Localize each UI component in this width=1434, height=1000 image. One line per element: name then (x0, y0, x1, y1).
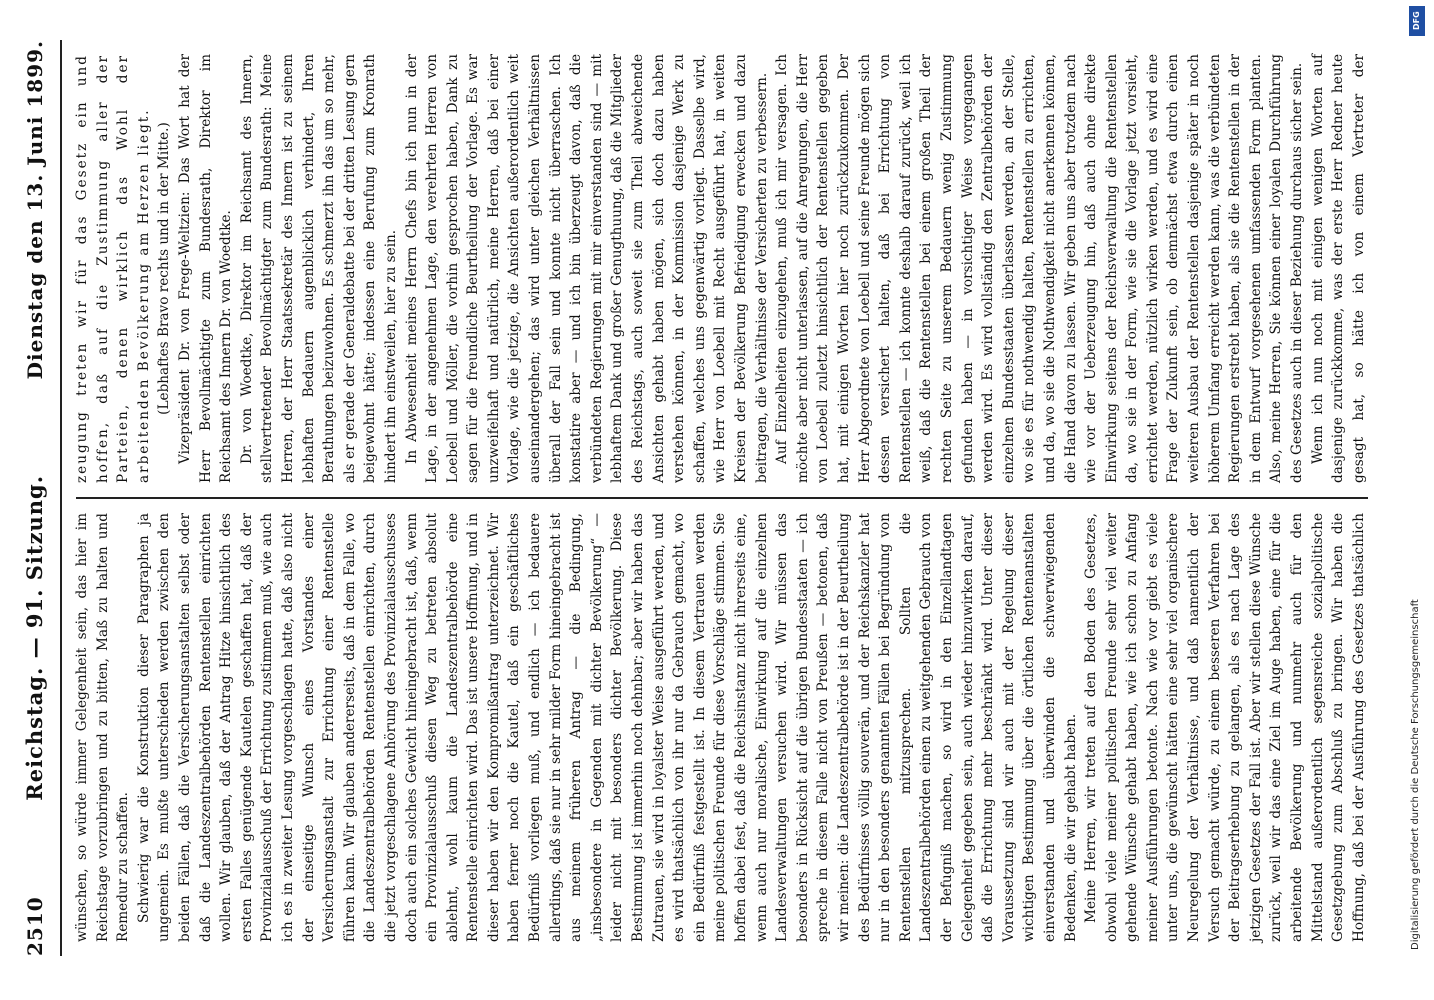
page-number: 2510 (23, 896, 47, 956)
watermark-text: Digitalisierung gefördert durch die Deutsche Forschungsgemeinschaft (1410, 599, 1421, 950)
page-header (22, 40, 62, 956)
applause-note: (Lebhaftes Bravo rechts und in der Mitte.) (156, 122, 173, 415)
paragraph: Meine Herren, wir treten auf den Boden des Gesetzes, obwohl viele meiner politischen Freunde sehr viel weiter gehende Wünsche gehabt haben, wie ich schon zu Anfang meiner Ausführungen betonte. Nach wie vor giebt es viele unter uns, die gewünscht hätten eine sehr viel organischere Neuregelung der Verhältnisse, und daß namentlich der Versuch gemacht würde, zu einem besseren Verfahren bei der Beitragserhebung zu gelangen, als es nach Lage des jetzigen Gesetzes der Fall ist. Aber wir stellen diese Wünsche zurück, weil wir das eine Ziel im Auge haben, eine für die arbeitende Bevölkerung und nunmehr auch für den Mittelstand außerordentlich segensreiche sozialpolitische Gesetzgebung zum Abschluß zu bringen. Wir haben die Hoffnung, daß bei der Ausführung des Gesetzes thatsächlich (1083, 513, 1367, 942)
dfg-watermark (1404, 0, 1432, 1000)
right-column (72, 40, 1372, 497)
session-date: Dienstag den 13. Juni 1899. (23, 40, 47, 380)
paragraph: Schwierig war die Konstruktion dieser Paragraphen ja ungemein. Es mußte unterschieden werden zwischen den beiden Fällen, daß die Versicherungsanstalten selbst oder daß die Landeszentralbehörden Rentenstellen einrichten wollen. Wir glauben, daß der Antrag Hitze hinsichtlich des ersten Falles genügende Kautelen geschaffen hat, daß der Provinzialausschuß der Errichtung zustimmen muß, wie auch ich es in zweiter Lesung vorgeschlagen hatte, daß also nicht der einseitige Wunsch eines Vorstandes einer Versicherungsanstalt zur Errichtung einer Rentenstelle führen kann. Wir glauben andererseits, daß in dem Falle, wo die Landeszentralbehörden Rentenstellen einrichten, durch die jetzt vorgeschlagene Anhörung des Provinzialausschusses doch auch ein solches Gewicht hineingebracht ist, daß, wenn ein Provinzialausschuß diesen Weg zu betreten absolut ablehnt, wohl kaum die Landeszentralbehörde eine Rentenstelle einrichten wird. Das ist unsere Hoffnung, und in dieser haben wir den Kompromißantrag unterzeichnet. Wir haben ferner noch die Kautel, daß ein geschäftliches Bedürfniß vorliegen muß, und endlich — ich bedauere allerdings, daß sie nur in sehr milder Form hineingebracht ist aus meinem früheren Antrag — die Bedingung, „insbesondere in Gegenden mit dichter Bevölkerung“ — leider nicht mit besonders dichter Bevölkerung. Diese Bestimmung ist immerhin noch dehnbar; aber wir haben das Zutrauen, sie wird in loyalster Weise ausgeführt werden, und es wird thatsächlich von ihr nur da Gebrauch gemacht, wo ein Bedürfniß festgestellt ist. In diesem Vertrauen werden meine politischen Freunde für diese Vorschläge stimmen. Sie hoffen dabei fest, daß die Reichsinstanz nicht ihrerseits eine, wenn auch nur moralische, Einwirkung auf die einzelnen Landesverwaltungen versuchen wird. Wir müssen das besonders in Rücksicht auf die übrigen Bundesstaaten — ich spreche in diesem Falle nicht von Preußen — betonen, daß wir meinen: die Landeszentralbehörde ist in der Beurtheilung des Bedürfnisses völlig souverän, und der Reichskanzler hat nur in den besonders genannten Fällen bei Begründung von Rentenstellen mitzusprechen. Sollten die Landeszentralbehörden einen zu weitgehenden Gebrauch von der Befugniß machen, so wird in den Einzellandtagen Gelegenheit gegeben sein, auch wieder hinzuwirken darauf, daß die Errichtung mehr beschränkt wird. Unter dieser Voraussetzung sind wir auch mit der Regelung dieser wichtigen Bestimmung über die örtlichen Rentenanstalten einverstanden und überwinden die schwerwiegenden Bedenken, die wir gehabt haben. (135, 513, 1079, 942)
paragraph: Wenn ich nun noch mit einigen wenigen Worten auf dasjenige zurückkomme, was der erste Herr Redner heute gesagt hat, so hätte ich von einem Vertreter der (1309, 54, 1367, 483)
left-column (72, 499, 1372, 956)
dfg-logo: DFG (1409, 6, 1425, 36)
text-columns (72, 40, 1372, 956)
paragraph: wünschen, so würde immer Gelegenheit sein, das hier im Reichstage vorzubringen und zu bitten, Maß zu halten und Remedur zu schaffen. (74, 513, 132, 942)
paragraph: In Abwesenheit meines Herrn Chefs bin ich nun in der Lage, in der angenehmen Lage, den verehrten Herren von Loebell und Möller, die vorhin gesprochen haben, Dank zu sagen für die freundliche Beurtheilung der Vorlage. Es war unzweifelhaft und natürlich, meine Herren, daß bei einer Vorlage, wie die jetzige, die Ansichten außerordentlich weit auseinandergehen; das wird unter gleichen Verhältnissen überall der Fall sein und konnte nicht überraschen. Ich konstatire aber — und ich bin überzeugt davon, daß die verbündeten Regierungen mit mir einverstanden sind — mit lebhaftem Dank und großer Genugthuung, daß die Mitglieder des Reichstags, auch soweit sie zum Theil abweichende Ansichten gehabt haben mögen, sich doch dazu haben verstehen können, in der Kommission dasjenige Werk zu schaffen, welches uns gegenwärtig vorliegt. Dasselbe wird, wie Herr von Loebell mit Recht ausgeführt hat, in weiten Kreisen der Bevölkerung Befriedigung erwecken und dazu beitragen, die Verhältnisse der Versicherten zu verbessern. (403, 54, 770, 483)
paragraph: Vizepräsident Dr. von Frege-Weltzien: Das Wort hat der Herr Bevollmächtigte zum Bundesrath, Direktor im Reichsamt des Innern Dr. von Woedtke. (176, 54, 235, 483)
paragraph: Dr. von Woedtke, Direktor im Reichsamt des Innern, stellvertretender Bevollmächtigter zum Bundesrath: Meine Herren, der Herr Staatssekretär des Innern ist zu seinem lebhaften Bedauern augenblicklich verhindert, Ihren Berathungen beizuwohnen. Es schmerzt ihn das um so mehr, als er gerade der Generaldebatte bei der dritten Lesung gern beigewohnt hätte; indessen eine Berufung zum Kronrath hindert ihn einstweilen, hier zu sein. (238, 54, 399, 483)
section-title: Reichstag. — 91. Sitzung. (22, 474, 47, 801)
paragraph: Auf Einzelheiten einzugehen, muß ich mir versagen. Ich möchte aber nicht unterlassen, auf die Anregungen, die Herr von Loebell zuletzt hinsichtlich der Rentenstellen gegeben hat, mit einigen Worten hier noch zurückzukommen. Der Herr Abgeordnete von Loebell und seine Freunde mögen sich dessen versichert halten, daß bei Errichtung von Rentenstellen — ich konnte deshalb darauf zurück, weil ich weiß, daß die Rentenstellen bei einem großen Theil der rechten Seite zu unserem Bedauern wenig Zustimmung gefunden haben — in vorsichtiger Weise vorgegangen werden wird. Es wird vollständig den Zentralbehörden der einzelnen Bundesstaaten überlassen werden, an der Stelle, wo sie es für nothwendig halten, Rentenstellen zu errichten, und da, wo sie die Nothwendigkeit nicht anerkennen können, die Hand davon zu lassen. Wir geben uns aber trotzdem nach wie vor der Ueberzeugung hin, daß auch ohne direkte Einwirkung seitens der Reichsverwaltung die Rentenstellen da, wo sie in der Form, wie sie die Vorlage jetzt vorsieht, errichtet werden, nützlich wirken werden, und es wird eine Frage der Zukunft sein, ob demnächst etwa durch einen weiteren Ausbau der Rentenstellen dasjenige später in noch höherem Umfang erreicht werden kann, was die verbündeten Regierungen erstrebt haben, als sie die Rentenstellen in der in dem Entwurf vorgesehenen umfassenden Form planten. Also, meine Herren, Sie können einer loyalen Durchführung des Gesetzes auch in dieser Beziehung durchaus sicher sein. (774, 54, 1306, 483)
paragraph: zeugung treten wir für das Gesetz ein und hoffen, daß auf die Zustimmung aller der Parteien, denen wirklich das Wohl der arbeitenden Bevölkerung am Herzen liegt. (74, 54, 152, 483)
